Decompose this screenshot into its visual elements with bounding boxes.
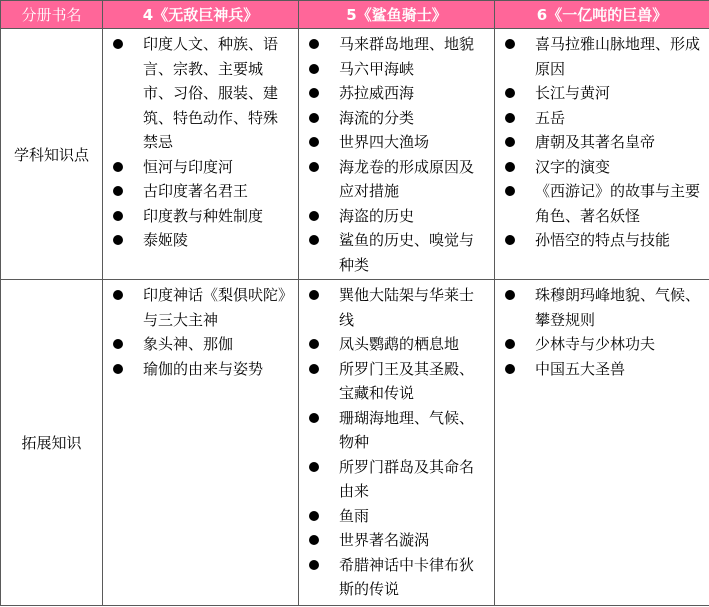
bullet-list <box>299 280 494 602</box>
list-item-text: 珠穆朗玛峰地貌、气候、攀登规则 <box>535 286 701 329</box>
list-item <box>495 179 709 228</box>
list-item <box>495 155 709 180</box>
cell <box>299 280 495 606</box>
list-item-text: 中国五大圣兽 <box>535 359 626 378</box>
list-item <box>495 228 709 253</box>
list-item-text: 鱼雨 <box>339 506 370 525</box>
cell <box>495 280 709 606</box>
list-item-text: 印度教与种姓制度 <box>143 206 264 225</box>
bullet-icon <box>113 235 123 245</box>
extended-knowledge-row <box>1 280 709 606</box>
list-item <box>495 283 709 332</box>
list-item-text: 象头神、那伽 <box>143 335 234 353</box>
bullet-icon <box>309 535 319 545</box>
list-item <box>299 204 494 229</box>
bullet-icon <box>309 290 319 300</box>
bullet-icon <box>309 364 319 374</box>
list-item <box>299 106 494 131</box>
bullet-icon <box>113 339 123 349</box>
bullet-icon <box>309 413 319 423</box>
bullet-icon <box>309 64 319 74</box>
list-item <box>495 32 709 81</box>
list-item-text: 所罗门王及其圣殿、宝藏和传说 <box>339 359 475 402</box>
bullet-icon <box>309 211 319 221</box>
list-item <box>299 57 494 82</box>
list-item <box>299 528 494 553</box>
bullet-icon <box>505 39 515 49</box>
bullet-icon <box>309 162 319 172</box>
bullet-icon <box>505 137 515 147</box>
list-item <box>299 455 494 504</box>
book-title-4: 4《无敌巨神兵》 <box>103 1 299 29</box>
bullet-icon <box>309 113 319 123</box>
bullet-icon <box>113 186 123 196</box>
list-item-text: 巽他大陆架与华莱士线 <box>339 286 475 329</box>
bullet-icon <box>309 235 319 245</box>
list-item-text: 苏拉威西海 <box>339 84 415 102</box>
list-item <box>103 357 298 382</box>
list-item-text: 凤头鹦鹉的栖息地 <box>339 335 460 353</box>
bullet-icon <box>505 364 515 374</box>
list-item-text: 海龙卷的形成原因及应对措施 <box>339 157 475 200</box>
bullet-icon <box>113 162 123 172</box>
bullet-icon <box>505 88 515 98</box>
list-item <box>299 283 494 332</box>
bullet-icon <box>505 235 515 245</box>
list-item <box>299 504 494 529</box>
list-item <box>299 332 494 357</box>
list-item-text: 孙悟空的特点与技能 <box>535 231 671 249</box>
list-item-text: 喜马拉雅山脉地理、形成原因 <box>535 35 701 78</box>
list-item <box>495 81 709 106</box>
row-label-extended: 拓展知识 <box>1 280 103 606</box>
list-item-text: 马六甲海峡 <box>339 59 415 78</box>
list-item <box>103 179 298 204</box>
list-item-text: 世界四大渔场 <box>339 133 430 151</box>
bullet-icon <box>505 339 515 349</box>
list-item-text: 恒河与印度河 <box>143 157 234 176</box>
bullet-icon <box>505 186 515 196</box>
list-item <box>299 406 494 455</box>
list-item-text: 《西游记》的故事与主要角色、著名妖怪 <box>535 182 701 225</box>
bullet-icon <box>309 88 319 98</box>
list-item <box>103 228 298 253</box>
list-item-text: 印度神话《梨俱吠陀》与三大主神 <box>143 286 286 329</box>
list-item <box>495 357 709 382</box>
list-item-text: 印度人文、种族、语言、宗教、主要城市、习俗、服装、建筑、特色动作、特殊禁忌 <box>143 35 279 151</box>
row-label-subject: 学科知识点 <box>1 29 103 280</box>
subject-knowledge-row <box>1 29 709 280</box>
header-label: 分册书名 <box>1 1 103 29</box>
list-item <box>103 204 298 229</box>
bullet-list <box>103 29 298 253</box>
list-item <box>103 283 298 332</box>
list-item <box>495 332 709 357</box>
list-item-text: 汉字的演变 <box>535 157 611 176</box>
list-item-text: 世界著名漩涡 <box>339 531 430 549</box>
list-item-text: 古印度著名君王 <box>143 182 249 200</box>
bullet-icon <box>505 290 515 300</box>
cell <box>495 29 709 280</box>
bullet-icon <box>309 462 319 472</box>
bullet-icon <box>113 290 123 300</box>
list-item-text: 五岳 <box>535 108 566 127</box>
list-item-text: 瑜伽的由来与姿势 <box>143 359 264 378</box>
list-item-text: 马来群岛地理、地貌 <box>339 35 475 53</box>
list-item-text: 泰姬陵 <box>143 231 189 249</box>
list-item <box>299 130 494 155</box>
cell <box>299 29 495 280</box>
list-item <box>299 32 494 57</box>
book-title-5: 5《鲨鱼骑士》 <box>299 1 495 29</box>
cell <box>103 29 299 280</box>
bullet-icon <box>113 211 123 221</box>
bullet-icon <box>309 39 319 49</box>
list-item <box>103 32 298 155</box>
list-item <box>103 332 298 357</box>
bullet-icon <box>113 364 123 374</box>
bullet-icon <box>309 339 319 349</box>
list-item <box>299 81 494 106</box>
list-item-text: 唐朝及其著名皇帝 <box>535 133 656 151</box>
book-title-6: 6《一亿吨的巨兽》 <box>495 1 709 29</box>
list-item <box>299 228 494 277</box>
list-item-text: 海盗的历史 <box>339 206 415 225</box>
list-item-text: 珊瑚海地理、气候、物种 <box>339 408 475 451</box>
list-item-text: 海流的分类 <box>339 108 415 127</box>
list-item-text: 希腊神话中卡律布狄斯的传说 <box>339 555 475 598</box>
bullet-icon <box>113 39 123 49</box>
list-item <box>299 357 494 406</box>
list-item-text: 长江与黄河 <box>535 84 611 102</box>
cell <box>103 280 299 606</box>
bullet-list <box>495 280 709 381</box>
bullet-list <box>103 280 298 381</box>
bullet-list <box>495 29 709 253</box>
list-item <box>495 130 709 155</box>
bullet-icon <box>309 137 319 147</box>
bullet-icon <box>505 113 515 123</box>
bullet-list <box>299 29 494 277</box>
bullet-icon <box>309 511 319 521</box>
list-item-text: 少林寺与少林功夫 <box>535 335 656 353</box>
list-item-text: 鲨鱼的历史、嗅觉与种类 <box>339 231 475 274</box>
bullet-icon <box>309 560 319 570</box>
list-item <box>299 155 494 204</box>
bullet-icon <box>505 162 515 172</box>
list-item <box>299 553 494 602</box>
header-row <box>1 1 709 29</box>
list-item <box>103 155 298 180</box>
list-item <box>495 106 709 131</box>
list-item-text: 所罗门群岛及其命名由来 <box>339 457 475 500</box>
